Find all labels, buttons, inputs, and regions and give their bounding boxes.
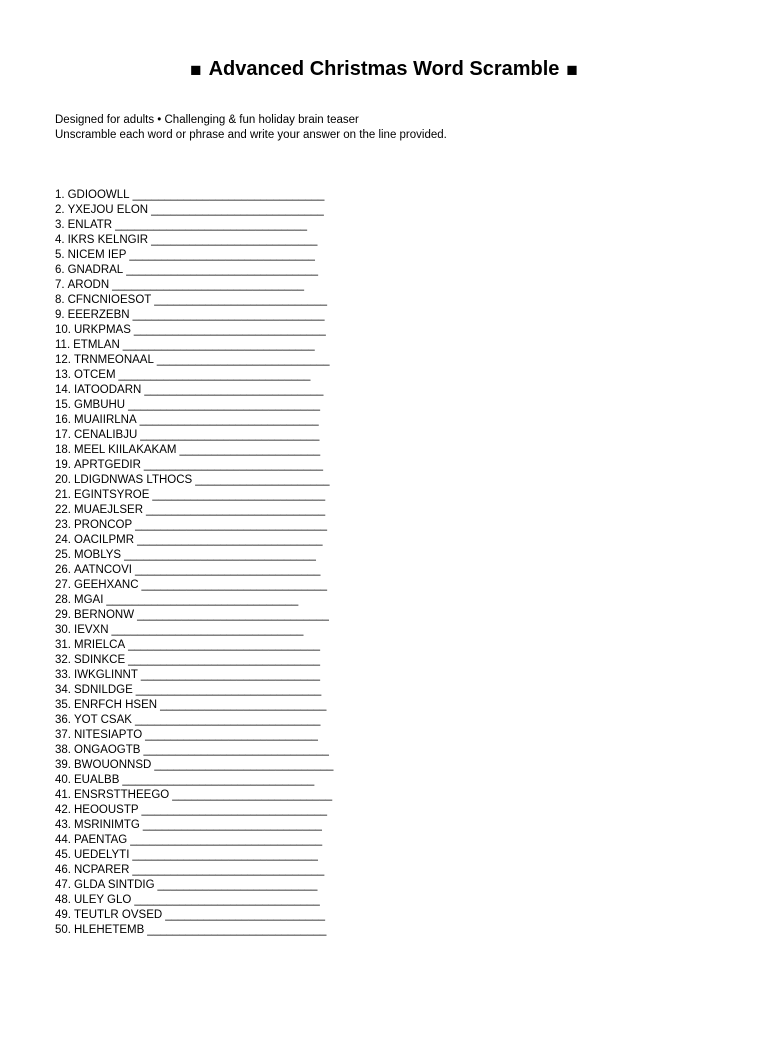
scrambled-word: MGAI xyxy=(74,594,104,606)
scrambled-word: MSRINIMTG xyxy=(74,819,140,831)
item-number: 18. xyxy=(55,444,71,456)
scrambled-word: NCPARER xyxy=(74,864,130,876)
item-number: 42. xyxy=(55,804,71,816)
list-item xyxy=(55,758,768,773)
item-number: 38. xyxy=(55,744,71,756)
answer-blank-line: ______________________________ xyxy=(111,624,304,636)
item-number: 32. xyxy=(55,654,71,666)
list-item xyxy=(55,263,768,278)
list-item xyxy=(55,188,768,203)
answer-blank-line: ______________________________ xyxy=(126,264,319,276)
list-item xyxy=(55,893,768,908)
item-number: 16. xyxy=(55,414,71,426)
answer-blank-line: ____________________________ xyxy=(140,669,320,681)
answer-blank-line: ______________________________ xyxy=(132,309,325,321)
list-item xyxy=(55,353,768,368)
list-item xyxy=(55,728,768,743)
item-number: 1. xyxy=(55,189,65,201)
scrambled-word: UEDELYTI xyxy=(74,849,130,861)
answer-blank-line: ______________________________ xyxy=(106,594,299,606)
answer-blank-line: ___________________________ xyxy=(145,729,318,741)
item-number: 46. xyxy=(55,864,71,876)
answer-blank-line: _________________________ xyxy=(172,789,333,801)
list-item xyxy=(55,578,768,593)
list-item xyxy=(55,458,768,473)
scrambled-word: ONGAOGTB xyxy=(74,744,141,756)
scrambled-word: NITESIAPTO xyxy=(74,729,143,741)
scrambled-word: YOT CSAK xyxy=(74,714,132,726)
scrambled-word: EEERZEBN xyxy=(67,309,130,321)
list-item xyxy=(55,848,768,863)
answer-blank-line: ___________________________ xyxy=(151,204,324,216)
item-number: 15. xyxy=(55,399,71,411)
list-item xyxy=(55,368,768,383)
scrambled-word: LDIGDNWAS LTHOCS xyxy=(74,474,193,486)
list-item xyxy=(55,443,768,458)
item-number: 3. xyxy=(55,219,65,231)
list-item xyxy=(55,638,768,653)
answer-blank-line: _____________________________ xyxy=(135,684,322,696)
scrambled-word: EGINTSYROE xyxy=(74,489,150,501)
answer-blank-line: _____________________________ xyxy=(129,249,315,261)
list-item xyxy=(55,653,768,668)
scrambled-word: IKRS KELNGIR xyxy=(67,234,149,246)
list-item xyxy=(55,323,768,338)
scrambled-word: MEEL KIILAKAKAM xyxy=(74,444,177,456)
item-number: 22. xyxy=(55,504,71,516)
scrambled-word: ULEY GLO xyxy=(74,894,132,906)
list-item xyxy=(55,878,768,893)
answer-blank-line: ______________________________ xyxy=(122,774,315,786)
scrambled-word: GMBUHU xyxy=(74,399,126,411)
answer-blank-line: ______________________________ xyxy=(133,324,326,336)
item-number: 10. xyxy=(55,324,71,336)
item-number: 8. xyxy=(55,294,65,306)
word-scramble-list xyxy=(55,188,768,938)
list-item xyxy=(55,533,768,548)
list-item xyxy=(55,683,768,698)
list-item xyxy=(55,668,768,683)
answer-blank-line: ______________________________ xyxy=(128,654,320,666)
scrambled-word: IWKGLINNT xyxy=(74,669,138,681)
item-number: 33. xyxy=(55,669,71,681)
answer-blank-line: ______________________ xyxy=(179,444,321,456)
item-number: 4. xyxy=(55,234,65,246)
scrambled-word: PRONCOP xyxy=(74,519,133,531)
scrambled-word: MOBLYS xyxy=(74,549,122,561)
list-item xyxy=(55,698,768,713)
list-item xyxy=(55,233,768,248)
item-number: 34. xyxy=(55,684,71,696)
list-item xyxy=(55,203,768,218)
answer-blank-line: ______________________________ xyxy=(137,609,329,621)
scrambled-word: ENLATR xyxy=(67,219,113,231)
scrambled-word: HLEHETEMB xyxy=(74,924,145,936)
item-number: 5. xyxy=(55,249,65,261)
item-number: 45. xyxy=(55,849,71,861)
scrambled-word: MRIELCA xyxy=(74,639,126,651)
scrambled-word: GLDA SINTDIG xyxy=(74,879,155,891)
answer-blank-line: ______________________________ xyxy=(124,549,316,561)
item-number: 14. xyxy=(55,384,71,396)
list-item xyxy=(55,278,768,293)
list-item xyxy=(55,383,768,398)
list-item xyxy=(55,788,768,803)
answer-blank-line: _________________________ xyxy=(165,909,326,921)
scrambled-word: PAENTAG xyxy=(74,834,128,846)
intro-block xyxy=(55,113,768,143)
answer-blank-line: ___________________________ xyxy=(156,354,330,366)
scrambled-word: APRTGEDIR xyxy=(74,459,141,471)
scrambled-word: ENRFCH HSEN xyxy=(74,699,158,711)
item-number: 6. xyxy=(55,264,65,276)
list-item xyxy=(55,218,768,233)
answer-blank-line: _____________________________ xyxy=(143,744,329,756)
scrambled-word: OTCEM xyxy=(74,369,116,381)
item-number: 20. xyxy=(55,474,71,486)
item-number: 25. xyxy=(55,549,71,561)
scrambled-word: EUALBB xyxy=(74,774,120,786)
page-title-text: Advanced Christmas Word Scramble xyxy=(208,58,560,80)
scrambled-word: NICEM IEP xyxy=(67,249,127,261)
list-item xyxy=(55,518,768,533)
scrambled-word: CENALIBJU xyxy=(74,429,138,441)
list-item xyxy=(55,413,768,428)
answer-blank-line: ____________________________ xyxy=(142,819,322,831)
answer-blank-line: ____________________________ xyxy=(147,924,327,936)
answer-blank-line: ______________________________ xyxy=(135,519,328,531)
scrambled-word: MUAEJLSER xyxy=(74,504,144,516)
item-number: 41. xyxy=(55,789,71,801)
item-number: 31. xyxy=(55,639,71,651)
answer-blank-line: ______________________________ xyxy=(118,369,311,381)
intro-line-1: Designed for adults • Challenging & fun holiday brain teaser xyxy=(55,114,359,126)
scrambled-word: OACILPMR xyxy=(74,534,135,546)
item-number: 23. xyxy=(55,519,71,531)
item-number: 17. xyxy=(55,429,71,441)
item-number: 35. xyxy=(55,699,71,711)
list-item xyxy=(55,308,768,323)
list-item xyxy=(55,428,768,443)
list-item xyxy=(55,248,768,263)
answer-blank-line: _____________________________ xyxy=(141,579,328,591)
scrambled-word: YXEJOU ELON xyxy=(67,204,149,216)
answer-blank-line: ____________________________ xyxy=(143,459,323,471)
list-item xyxy=(55,398,768,413)
item-number: 43. xyxy=(55,819,71,831)
scrambled-word: BWOUONNSD xyxy=(74,759,152,771)
page-title xyxy=(0,57,768,83)
item-number: 29. xyxy=(55,609,71,621)
list-item xyxy=(55,608,768,623)
answer-blank-line: ____________________________ xyxy=(139,414,319,426)
item-number: 47. xyxy=(55,879,71,891)
item-number: 9. xyxy=(55,309,65,321)
list-item xyxy=(55,833,768,848)
item-number: 37. xyxy=(55,729,71,741)
scrambled-word: SDINKCE xyxy=(74,654,126,666)
black-square-icon: ■ xyxy=(190,60,202,81)
scrambled-word: TRNMEONAAL xyxy=(74,354,154,366)
item-number: 27. xyxy=(55,579,71,591)
item-number: 49. xyxy=(55,909,71,921)
list-item xyxy=(55,293,768,308)
answer-blank-line: _________________________ xyxy=(157,879,318,891)
answer-blank-line: ___________________________ xyxy=(152,489,326,501)
intro-line-2: Unscramble each word or phrase and write your answer on the line provided. xyxy=(55,129,447,141)
scrambled-word: ETMLAN xyxy=(73,339,120,351)
scrambled-word: IEVXN xyxy=(74,624,109,636)
answer-blank-line: _____________________________ xyxy=(137,534,323,546)
item-number: 21. xyxy=(55,489,71,501)
scrambled-word: IATOODARN xyxy=(74,384,142,396)
answer-blank-line: ______________________________ xyxy=(128,639,320,651)
answer-blank-line: _____________________ xyxy=(195,474,330,486)
item-number: 12. xyxy=(55,354,71,366)
item-number: 26. xyxy=(55,564,71,576)
item-number: 48. xyxy=(55,894,71,906)
list-item xyxy=(55,773,768,788)
answer-blank-line: ______________________________ xyxy=(112,279,304,291)
answer-blank-line: ______________________________ xyxy=(115,219,307,231)
scrambled-word: GNADRAL xyxy=(67,264,124,276)
list-item xyxy=(55,488,768,503)
item-number: 19. xyxy=(55,459,71,471)
answer-blank-line: ___________________________ xyxy=(154,294,327,306)
answer-blank-line: ______________________________ xyxy=(132,189,325,201)
scrambled-word: GDIOOWLL xyxy=(67,189,130,201)
item-number: 7. xyxy=(55,279,65,291)
scrambled-word: TEUTLR OVSED xyxy=(74,909,163,921)
item-number: 24. xyxy=(55,534,71,546)
answer-blank-line: ____________________________ xyxy=(146,504,326,516)
answer-blank-line: _____________________________ xyxy=(134,894,320,906)
list-item xyxy=(55,863,768,878)
answer-blank-line: ____________________________ xyxy=(154,759,334,771)
answer-blank-line: ______________________________ xyxy=(132,864,325,876)
item-number: 44. xyxy=(55,834,71,846)
scrambled-word: ARODN xyxy=(67,279,110,291)
list-item xyxy=(55,908,768,923)
worksheet-page xyxy=(0,57,768,1051)
answer-blank-line: ______________________________ xyxy=(130,834,323,846)
answer-blank-line: __________________________ xyxy=(160,699,327,711)
scrambled-word: BERNONW xyxy=(74,609,135,621)
item-number: 28. xyxy=(55,594,71,606)
list-item xyxy=(55,563,768,578)
scrambled-word: URKPMAS xyxy=(74,324,131,336)
scrambled-word: MUAIIRLNA xyxy=(74,414,137,426)
item-number: 39. xyxy=(55,759,71,771)
list-item xyxy=(55,593,768,608)
scrambled-word: GEEHXANC xyxy=(74,579,139,591)
item-number: 11. xyxy=(55,339,71,351)
answer-blank-line: _____________________________ xyxy=(134,564,321,576)
scrambled-word: SDNILDGE xyxy=(74,684,133,696)
answer-blank-line: _____________________________ xyxy=(134,714,321,726)
list-item xyxy=(55,623,768,638)
item-number: 2. xyxy=(55,204,65,216)
list-item xyxy=(55,473,768,488)
black-square-icon: ■ xyxy=(566,60,578,81)
scrambled-word: ENSRSTTHEEGO xyxy=(74,789,170,801)
list-item xyxy=(55,713,768,728)
list-item xyxy=(55,923,768,938)
list-item xyxy=(55,803,768,818)
list-item xyxy=(55,338,768,353)
item-number: 36. xyxy=(55,714,71,726)
answer-blank-line: __________________________ xyxy=(151,234,318,246)
answer-blank-line: _____________________________ xyxy=(132,849,318,861)
answer-blank-line: ______________________________ xyxy=(122,339,315,351)
item-number: 40. xyxy=(55,774,71,786)
scrambled-word: CFNCNIOESOT xyxy=(67,294,152,306)
item-number: 30. xyxy=(55,624,71,636)
answer-blank-line: ______________________________ xyxy=(128,399,320,411)
list-item xyxy=(55,743,768,758)
item-number: 50. xyxy=(55,924,71,936)
list-item xyxy=(55,818,768,833)
answer-blank-line: _____________________________ xyxy=(141,804,328,816)
scrambled-word: AATNCOVI xyxy=(74,564,132,576)
list-item xyxy=(55,503,768,518)
answer-blank-line: ____________________________ xyxy=(144,384,324,396)
scrambled-word: HEOOUSTP xyxy=(74,804,139,816)
list-item xyxy=(55,548,768,563)
item-number: 13. xyxy=(55,369,71,381)
answer-blank-line: ____________________________ xyxy=(140,429,320,441)
